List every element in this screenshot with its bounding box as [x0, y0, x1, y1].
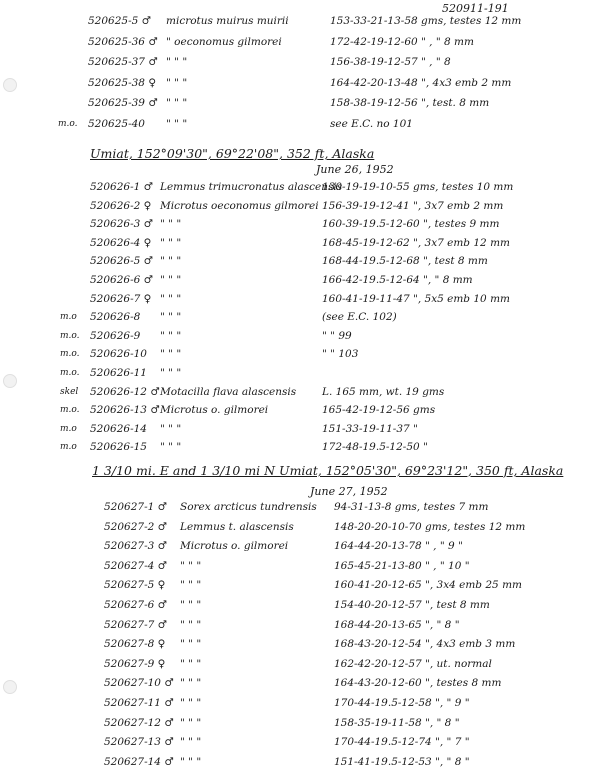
record-catalog-number: 520626-6 ♂ — [90, 274, 154, 286]
record-species: " " " — [180, 638, 202, 651]
record-catalog-number: 520627-5 ♀ — [104, 579, 166, 592]
record-measurements: 168-43-20-12-54 ", 4x3 emb 3 mm — [334, 638, 516, 651]
record-catalog-number: 520626-10 — [90, 348, 147, 361]
record-species: " " " — [180, 599, 202, 611]
record-species: Lemmus t. alascensis — [180, 520, 294, 533]
record-measurements: 170-44-19.5-12-58 ", " 9 " — [334, 697, 470, 709]
record-catalog-number: 520625-5 ♂ — [88, 15, 152, 27]
record-prefix: m.o — [60, 423, 77, 434]
page-reference: 520911-191 — [442, 2, 509, 15]
record-catalog-number: 520626-15 — [90, 441, 147, 454]
record-species: " " " — [160, 441, 182, 454]
record-measurements: 168-44-19.5-12-68 ", test 8 mm — [322, 255, 488, 268]
record-measurements: 164-44-20-13-78 " , " 9 " — [334, 540, 463, 553]
record-species: " " " — [160, 329, 182, 342]
record-species: " " " — [160, 292, 182, 305]
record-species: Microtus o. gilmorei — [180, 540, 289, 553]
record-catalog-number: 520627-12 ♂ — [104, 716, 174, 729]
record-catalog-number: 520625-37 ♂ — [88, 56, 158, 68]
record-species: " " " — [160, 236, 182, 249]
record-catalog-number: 520627-2 ♂ — [104, 520, 168, 533]
record-measurements: 160-41-20-12-65 ", 3x4 emb 25 mm — [334, 579, 522, 592]
record-catalog-number: 520626-8 — [90, 311, 141, 324]
section-3-date: June 27, 1952 — [310, 485, 388, 498]
record-catalog-number: 520627-9 ♀ — [104, 657, 166, 670]
record-catalog-number: 520625-36 ♂ — [88, 35, 158, 48]
record-species: " oeconomus gilmorei — [166, 35, 282, 48]
record-measurements: 158-38-19-12-56 ", test. 8 mm — [330, 97, 490, 109]
record-species: microtus muirus muirii — [166, 15, 289, 27]
record-species: " " " — [160, 274, 182, 286]
record-species: " " " — [180, 755, 202, 768]
record-catalog-number: 520625-39 ♂ — [88, 97, 158, 109]
record-measurements: 162-42-20-12-57 ", ut. normal — [334, 657, 492, 670]
record-species: " " " — [180, 579, 202, 592]
record-species: " " " — [166, 97, 188, 109]
record-species: " " " — [180, 559, 202, 572]
record-measurements: 165-45-21-13-80 " , " 10 " — [334, 559, 470, 572]
record-catalog-number: 520626-14 — [90, 422, 147, 435]
record-catalog-number: 520627-10 ♂ — [104, 677, 174, 690]
record-measurements: " " 99 — [322, 329, 352, 342]
record-measurements: 165-42-19-12-56 gms — [322, 404, 436, 417]
record-species: Sorex arcticus tundrensis — [180, 501, 317, 513]
record-catalog-number: 520627-13 ♂ — [104, 736, 174, 749]
record-catalog-number: 520627-6 ♂ — [104, 599, 168, 611]
record-prefix: skel — [60, 386, 79, 397]
record-measurements: 166-42-19.5-12-64 ", " 8 mm — [322, 274, 473, 286]
record-measurements: 151-33-19-11-37 " — [322, 422, 418, 435]
record-catalog-number: 520626-3 ♂ — [90, 218, 154, 231]
record-species: " " " — [180, 736, 202, 749]
record-measurements: see E.C. no 101 — [330, 117, 413, 130]
record-species: " " " — [160, 348, 182, 361]
record-catalog-number: 520625-38 ♀ — [88, 76, 157, 89]
record-catalog-number: 520627-14 ♂ — [104, 755, 174, 768]
record-catalog-number: 520627-1 ♂ — [104, 501, 168, 513]
record-prefix: m.o. — [60, 368, 80, 378]
record-species: " " " — [160, 218, 182, 231]
record-species: Microtus o. gilmorei — [160, 404, 269, 417]
record-catalog-number: 520626-9 — [90, 329, 141, 342]
record-prefix: m.o. — [60, 330, 80, 341]
record-prefix: m.o. — [60, 405, 80, 416]
record-species: " " " — [180, 716, 202, 729]
record-measurements: " " 103 — [322, 348, 359, 361]
record-measurements: 172-48-19.5-12-50 " — [322, 441, 428, 454]
record-measurements: 153-33-21-13-58 gms, testes 12 mm — [330, 15, 522, 27]
record-measurements: 168-45-19-12-62 ", 3x7 emb 12 mm — [322, 236, 510, 249]
record-species: " " " — [160, 422, 182, 435]
record-catalog-number: 520627-7 ♂ — [104, 618, 168, 631]
record-species: " " " — [166, 56, 188, 68]
record-measurements: 168-44-20-13-65 ", " 8 " — [334, 618, 460, 631]
record-species: " " " — [180, 657, 202, 670]
punch-hole — [3, 78, 17, 92]
record-species: Motacilla flava alascensis — [160, 385, 297, 398]
record-catalog-number: 520626-5 ♂ — [90, 255, 154, 268]
record-catalog-number: 520626-13 ♂ — [90, 404, 160, 417]
record-species: " " " — [160, 255, 182, 268]
record-prefix: m.o. — [60, 349, 80, 360]
record-catalog-number: 520626-11 — [90, 367, 147, 379]
record-catalog-number: 520626-4 ♀ — [90, 236, 152, 249]
record-measurements: L. 165 mm, wt. 19 gms — [322, 385, 445, 398]
record-species: " " " — [160, 367, 182, 379]
record-measurements: 148-20-20-10-70 gms, testes 12 mm — [334, 520, 526, 533]
record-catalog-number: 520627-8 ♀ — [104, 638, 166, 651]
record-species: " " " — [160, 311, 182, 324]
section-3-locality-header: 1 3/10 mi. E and 1 3/10 mi N Umiat, 152°05'30", 69°23'12", 350 ft, Alaska — [92, 463, 564, 478]
record-species: " " " — [166, 117, 188, 130]
record-catalog-number: 520626-2 ♀ — [90, 199, 152, 212]
record-measurements: 164-42-20-13-48 ", 4x3 emb 2 mm — [330, 76, 512, 89]
record-measurements: 170-44-19.5-12-74 ", " 7 " — [334, 736, 470, 749]
record-measurements: 172-42-19-12-60 " , " 8 mm — [330, 35, 474, 48]
section-2-locality-header: Umiat, 152°09'30", 69°22'08", 352 ft, Alaska — [90, 146, 375, 161]
record-measurements: 164-43-20-12-60 ", testes 8 mm — [334, 677, 502, 690]
record-species: " " " — [180, 618, 202, 631]
record-measurements: 160-41-19-11-47 ", 5x5 emb 10 mm — [322, 292, 510, 305]
record-measurements: (see E.C. 102) — [322, 311, 397, 324]
record-measurements: 130-19-19-10-55 gms, testes 10 mm — [322, 181, 514, 193]
record-species: " " " — [180, 677, 202, 690]
record-prefix: m.o — [60, 312, 77, 323]
record-species: Lemmus trimucronatus alascensis — [160, 181, 343, 193]
record-measurements: 158-35-19-11-58 ", " 8 " — [334, 716, 460, 729]
record-measurements: 154-40-20-12-57 ", test 8 mm — [334, 599, 490, 611]
punch-hole — [3, 374, 17, 388]
record-species: " " " — [166, 76, 188, 89]
record-measurements: 160-39-19.5-12-60 ", testes 9 mm — [322, 218, 500, 231]
record-catalog-number: 520627-3 ♂ — [104, 540, 168, 553]
record-catalog-number: 520626-12 ♂ — [90, 385, 160, 398]
record-species: " " " — [180, 697, 202, 709]
record-catalog-number: 520626-1 ♂ — [90, 181, 154, 193]
record-measurements: 151-41-19.5-12-53 ", " 8 " — [334, 755, 470, 768]
record-catalog-number: 520625-40 — [88, 117, 145, 130]
section-2-date: June 26, 1952 — [316, 163, 394, 176]
record-catalog-number: 520627-11 ♂ — [104, 697, 174, 709]
record-catalog-number: 520627-4 ♂ — [104, 559, 168, 572]
record-measurements: 156-39-19-12-41 ", 3x7 emb 2 mm — [322, 199, 504, 212]
record-species: Microtus oeconomus gilmorei — [160, 199, 319, 212]
record-catalog-number: 520626-7 ♀ — [90, 292, 152, 305]
record-prefix: m.o — [60, 442, 77, 453]
punch-hole — [3, 680, 17, 694]
record-prefix: m.o. — [58, 118, 78, 129]
record-measurements: 94-31-13-8 gms, testes 7 mm — [334, 501, 489, 513]
record-measurements: 156-38-19-12-57 " , " 8 — [330, 56, 451, 68]
